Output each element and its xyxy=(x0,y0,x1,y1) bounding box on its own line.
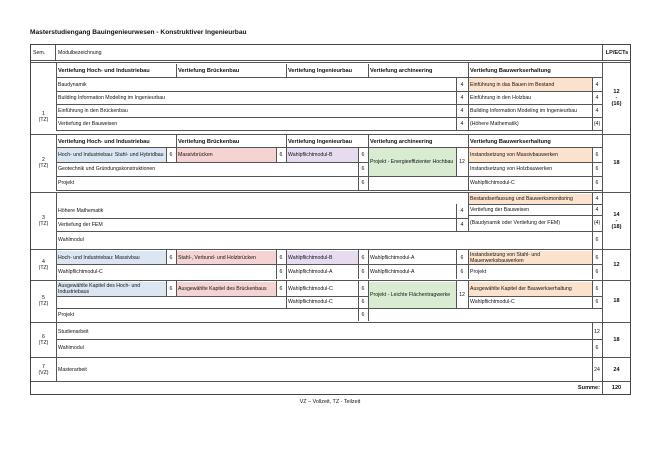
sem4-bwe-module: Instandsetzung von Stahl- und Mauerwerksbauwerken xyxy=(468,251,592,264)
sem7-masterarbeit-lp: 24 xyxy=(594,366,600,373)
sem2-vt-ingenieurbau: Vertiefung Ingenieurbau xyxy=(288,138,353,145)
sem1-module: Vertiefung der Bauweisen xyxy=(58,120,118,127)
sem5-bwe-module: Ausgewählte Kapitel der Bauwerkserhaltung xyxy=(468,282,592,296)
grid-line xyxy=(56,190,602,191)
grid-line xyxy=(56,218,468,219)
grid-line xyxy=(276,147,277,162)
grid-line xyxy=(56,130,602,131)
grid-line xyxy=(602,322,603,357)
sem4-bruecke-module: Stahl-, Verbund- und Holzbrücken xyxy=(176,251,276,264)
sem5-projekt-lp: 6 xyxy=(361,312,365,318)
sem1-module: Einführung in den Brückenbau xyxy=(58,107,128,114)
grid-line xyxy=(358,281,359,321)
sem4-bwe-lp: 6 xyxy=(595,254,599,261)
grid-line xyxy=(31,381,631,382)
sem5-hoch-lp: 6 xyxy=(169,286,173,292)
sem1-vt-ingenieurbau: Vertiefung Ingenieurbau xyxy=(288,68,353,74)
grid-line xyxy=(468,281,469,308)
sem3-module: Höhere Mathematik xyxy=(58,208,104,214)
sem1-vt-archineering: Vertiefung archineering xyxy=(370,68,433,74)
sem4-wpm-lp: 6 xyxy=(279,268,283,275)
grid-line xyxy=(276,250,277,279)
sem2-bwe-lp: 6 xyxy=(595,180,599,186)
sem7-label: 7 (VZ) xyxy=(38,363,49,376)
grid-line xyxy=(602,134,603,192)
sem5-bwe-lp: 6 xyxy=(595,286,599,292)
sem5-wpm-lp: 6 xyxy=(361,299,365,305)
sem3-total: 14 - (18) xyxy=(611,211,622,230)
sem2-arch-module: Projekt - Energieeffizienter Hochbau xyxy=(368,148,456,176)
grid-line xyxy=(368,281,369,321)
grid-line xyxy=(56,357,57,381)
sem4-ing-lp: 6 xyxy=(361,254,365,261)
footer-legend: VZ – Vollzeit, TZ - Teilzeit xyxy=(299,399,361,405)
grid-line xyxy=(56,249,57,280)
sem1-bwe-lp: 4 xyxy=(595,107,599,114)
summe-label: Summe: xyxy=(577,385,600,391)
sem2-geo-lp: 6 xyxy=(361,166,365,172)
grid-line xyxy=(368,64,369,77)
grid-line xyxy=(468,204,602,205)
grid-line xyxy=(602,249,603,280)
grid-line xyxy=(602,357,603,395)
grid-line xyxy=(468,162,602,163)
sem1-module: Baudynamik xyxy=(58,81,87,88)
sem2-ing-lp: 6 xyxy=(361,152,365,158)
sem6-label: 6 (TZ) xyxy=(38,333,49,346)
sem2-hoch-module: Hoch- und Industriebau: Stahl- und Hybridbau xyxy=(56,148,166,162)
grid-line xyxy=(166,250,167,264)
sem4-arch-lp: 6 xyxy=(460,254,464,261)
grid-line xyxy=(31,357,631,358)
sem6-total: 18 xyxy=(613,336,620,343)
sem1-vt-bauwerkserhaltung: Vertiefung Bauwerkserhaltung xyxy=(470,68,551,74)
grid-line xyxy=(31,192,631,193)
grid-line xyxy=(56,77,602,78)
sem5-arch-module: Projekt - Leichte Flächentragwerke xyxy=(368,282,456,308)
grid-line xyxy=(592,357,593,381)
grid-line xyxy=(166,147,167,162)
sem2-bwe-module: Instandsetzung von Holzbauwerken xyxy=(470,166,553,172)
grid-line xyxy=(56,91,602,92)
sem4-label: 4 (TZ) xyxy=(38,258,49,271)
sem6-wahlmodul-lp: 6 xyxy=(595,344,599,351)
grid-line xyxy=(456,281,457,308)
grid-line xyxy=(602,280,603,322)
grid-line xyxy=(592,77,593,130)
sem4-arch-module: Wahlpflichtmodul-A xyxy=(370,254,415,261)
grid-line xyxy=(456,204,457,231)
sem1-lp: 4 xyxy=(460,120,464,127)
sem4-wpm: Wahlpflichtmodul-A xyxy=(370,268,415,275)
module-header: Modulbezeichnung xyxy=(56,45,602,61)
sem7-masterarbeit: Masterarbeit xyxy=(58,366,87,373)
sem2-arch-lp: 12 xyxy=(459,159,465,165)
sem3-bwe-lp: 4 xyxy=(595,206,599,213)
grid-line xyxy=(56,134,57,190)
sem3-module: Vertiefung der FEM xyxy=(58,221,103,228)
sem1-bwe-lp: 4 xyxy=(595,81,599,88)
sem2-projekt-module: Projekt xyxy=(58,180,75,186)
grid-line xyxy=(286,135,287,162)
grid-line xyxy=(31,322,631,323)
grid-line xyxy=(602,62,603,134)
sem4-wpm: Wahlpflichtmodul-A xyxy=(288,268,333,275)
sem2-total: 18 xyxy=(613,160,620,166)
sem4-projekt-lp: 6 xyxy=(595,268,599,275)
grid-line xyxy=(56,62,57,130)
grid-line xyxy=(56,264,602,265)
sem1-module: Building Information Modeling im Ingenieurbau xyxy=(58,94,165,101)
sem1-bwe-module: Einführung in das Bauen im Bestand xyxy=(468,78,592,91)
sem1-lp: 4 xyxy=(460,94,464,101)
sem2-bwe-lp: 6 xyxy=(595,166,599,172)
grid-line xyxy=(31,134,631,135)
grid-line xyxy=(286,281,287,308)
sem4-hoch-lp: 6 xyxy=(169,254,173,261)
grid-line xyxy=(456,250,457,279)
sem-header: Sem. xyxy=(31,45,56,61)
sem5-wpm-lp: 6 xyxy=(595,299,599,305)
sem6-wahlmodul: Wahlmodul xyxy=(58,344,84,351)
sem2-geo-module: Geotechnik und Gründungskonstruktionen xyxy=(58,166,156,172)
sem5-ing-module: Wahlpflichtmodul-C xyxy=(288,286,333,292)
grid-line xyxy=(56,117,602,118)
grid-line xyxy=(468,296,602,297)
sem5-label: 5 (TZ) xyxy=(38,295,49,307)
grid-line xyxy=(286,250,287,279)
sem6-studienarbeit: Studienarbeit xyxy=(58,328,89,335)
grid-line xyxy=(31,62,631,63)
grid-line xyxy=(31,249,631,250)
sem2-bruecke-lp: 6 xyxy=(279,152,283,158)
grid-line xyxy=(56,104,602,105)
sem4-total: 12 xyxy=(613,261,620,268)
grid-line xyxy=(592,250,593,279)
grid-line xyxy=(368,250,369,279)
sem3-lp: 4 xyxy=(460,208,464,214)
sem3-bwe-lp: (4) xyxy=(593,220,601,226)
lp-header: LP/ECTs xyxy=(602,45,631,61)
grid-line xyxy=(56,162,368,163)
sem1-lp: 4 xyxy=(460,107,464,114)
grid-line xyxy=(276,281,277,296)
grid-line xyxy=(56,176,602,177)
sem5-arch-lp: 12 xyxy=(459,292,465,298)
sem1-lp: 4 xyxy=(460,81,464,88)
grid-line xyxy=(31,280,631,281)
grid-line xyxy=(592,147,593,190)
sem1-total: 12 - (16) xyxy=(611,89,622,107)
sem2-bwe-lp: 6 xyxy=(595,152,599,158)
sem2-projekt-lp: 6 xyxy=(361,180,365,186)
grid-line xyxy=(56,322,57,357)
sem3-bwe-module: (Baudynamik oder Vertiefung der FEM) xyxy=(470,220,560,226)
sem5-hoch-module: Ausgewählte Kapitel des Hoch- und Industriebaus xyxy=(56,282,166,296)
sem1-vt-hochbau: Vertiefung Hoch- und Industriebau xyxy=(58,68,150,74)
grid-line xyxy=(468,215,602,216)
sem6-studienarbeit-lp: 12 xyxy=(594,328,600,335)
grid-line xyxy=(592,322,593,357)
sem4-ing-module: Wahlpflichtmodul-B xyxy=(286,251,358,264)
grid-line xyxy=(456,77,457,130)
sem2-vt-hochbau: Vertiefung Hoch- und Industriebau xyxy=(58,138,150,145)
grid-line xyxy=(56,231,602,232)
grid-line xyxy=(358,250,359,279)
sem5-wpm: Wahlpflichtmodul-C xyxy=(470,299,515,305)
grid-line xyxy=(56,147,602,148)
sem5-bruecke-lp: 6 xyxy=(279,286,283,292)
summe-value: 120 xyxy=(611,385,622,391)
grid-line xyxy=(592,192,593,249)
sem3-bwe-module: Bestandserfassung und Bauwerksmonitoring xyxy=(468,194,592,204)
grid-line xyxy=(468,62,469,130)
sem5-ing-lp: 6 xyxy=(361,286,365,292)
sem1-bwe-lp: (4) xyxy=(593,120,601,127)
sem3-bwe-module: Vertiefung der Bauweisen xyxy=(470,206,530,213)
sem2-bruecke-module: Massivbrücken xyxy=(176,148,276,162)
grid-line xyxy=(166,281,167,296)
grid-line xyxy=(176,64,177,77)
sem7-total: 24 xyxy=(613,366,620,373)
sem3-wahlmodul-lp: 6 xyxy=(595,237,599,243)
sem3-bwe-lp: 4 xyxy=(595,196,599,202)
sem2-vt-brueckenbau: Vertiefung Brückenbau xyxy=(178,138,240,145)
grid-line xyxy=(56,192,57,249)
sem5-total: 18 xyxy=(613,298,620,304)
grid-line xyxy=(176,281,177,296)
sem4-hoch-module: Hoch- und Industriebau: Massivbau xyxy=(56,251,166,264)
grid-line xyxy=(602,192,603,249)
sem4-projekt: Projekt xyxy=(470,268,487,275)
sem4-wpm-lp: 6 xyxy=(361,268,365,275)
grid-line xyxy=(368,135,369,190)
grid-line xyxy=(358,147,359,190)
sem1-vt-brueckenbau: Vertiefung Brückenbau xyxy=(178,68,240,74)
grid-line xyxy=(456,147,457,176)
curriculum-table xyxy=(30,44,631,395)
grid-line xyxy=(56,296,368,297)
sem1-bwe-module: Einführung in den Holzbau xyxy=(470,94,532,101)
grid-line xyxy=(286,64,287,77)
sem2-bwe-module: Wahlpflichtmodul-C xyxy=(470,180,515,186)
grid-line xyxy=(176,135,177,162)
grid-line xyxy=(56,339,602,340)
sem3-label: 3 (TZ) xyxy=(38,214,49,227)
sem5-projekt: Projekt xyxy=(58,312,75,318)
sem2-vt-archineering: Vertiefung archineering xyxy=(370,138,433,145)
sem4-wpm-lp: 6 xyxy=(460,268,464,275)
grid-line xyxy=(176,250,177,264)
grid-line xyxy=(468,192,469,231)
grid-line xyxy=(468,135,469,190)
grid-line xyxy=(468,250,469,279)
sem2-label: 2 (TZ) xyxy=(38,157,49,169)
sem5-wpm: Wahlpflichtmodul-C xyxy=(288,299,333,305)
sem1-bwe-module: Building Information Modeling im Ingenieurbau xyxy=(470,107,577,114)
sem2-ing-module: Wahlpflichtmodul-B xyxy=(286,148,358,162)
grid-line xyxy=(56,280,57,322)
grid-line xyxy=(592,281,593,308)
sem2-bwe-module: Instandsetzung von Massivbauwerken xyxy=(468,148,592,162)
sem2-vt-bauwerkserhaltung: Vertiefung Bauwerkserhaltung xyxy=(470,138,551,145)
grid-line xyxy=(56,308,602,309)
sem4-wpm: Wahlpflichtmodul-C xyxy=(58,268,103,275)
page-title: Masterstudiengang Bauingenieurwesen - Konstruktiver Ingenieurbau xyxy=(30,29,247,36)
sem2-hoch-lp: 6 xyxy=(169,152,173,158)
sem1-bwe-lp: 4 xyxy=(595,94,599,101)
sem1-bwe-module: (Höhere Mathematik) xyxy=(470,120,519,127)
sem5-bruecke-module: Ausgewählte Kapitel des Brückenbaus xyxy=(176,282,276,296)
sem1-label: 1 (TZ) xyxy=(38,111,49,123)
sem4-bruecke-lp: 6 xyxy=(279,254,283,261)
sem3-wahlmodul: Wahlmodul xyxy=(58,237,84,243)
sem3-lp: 4 xyxy=(460,221,464,228)
